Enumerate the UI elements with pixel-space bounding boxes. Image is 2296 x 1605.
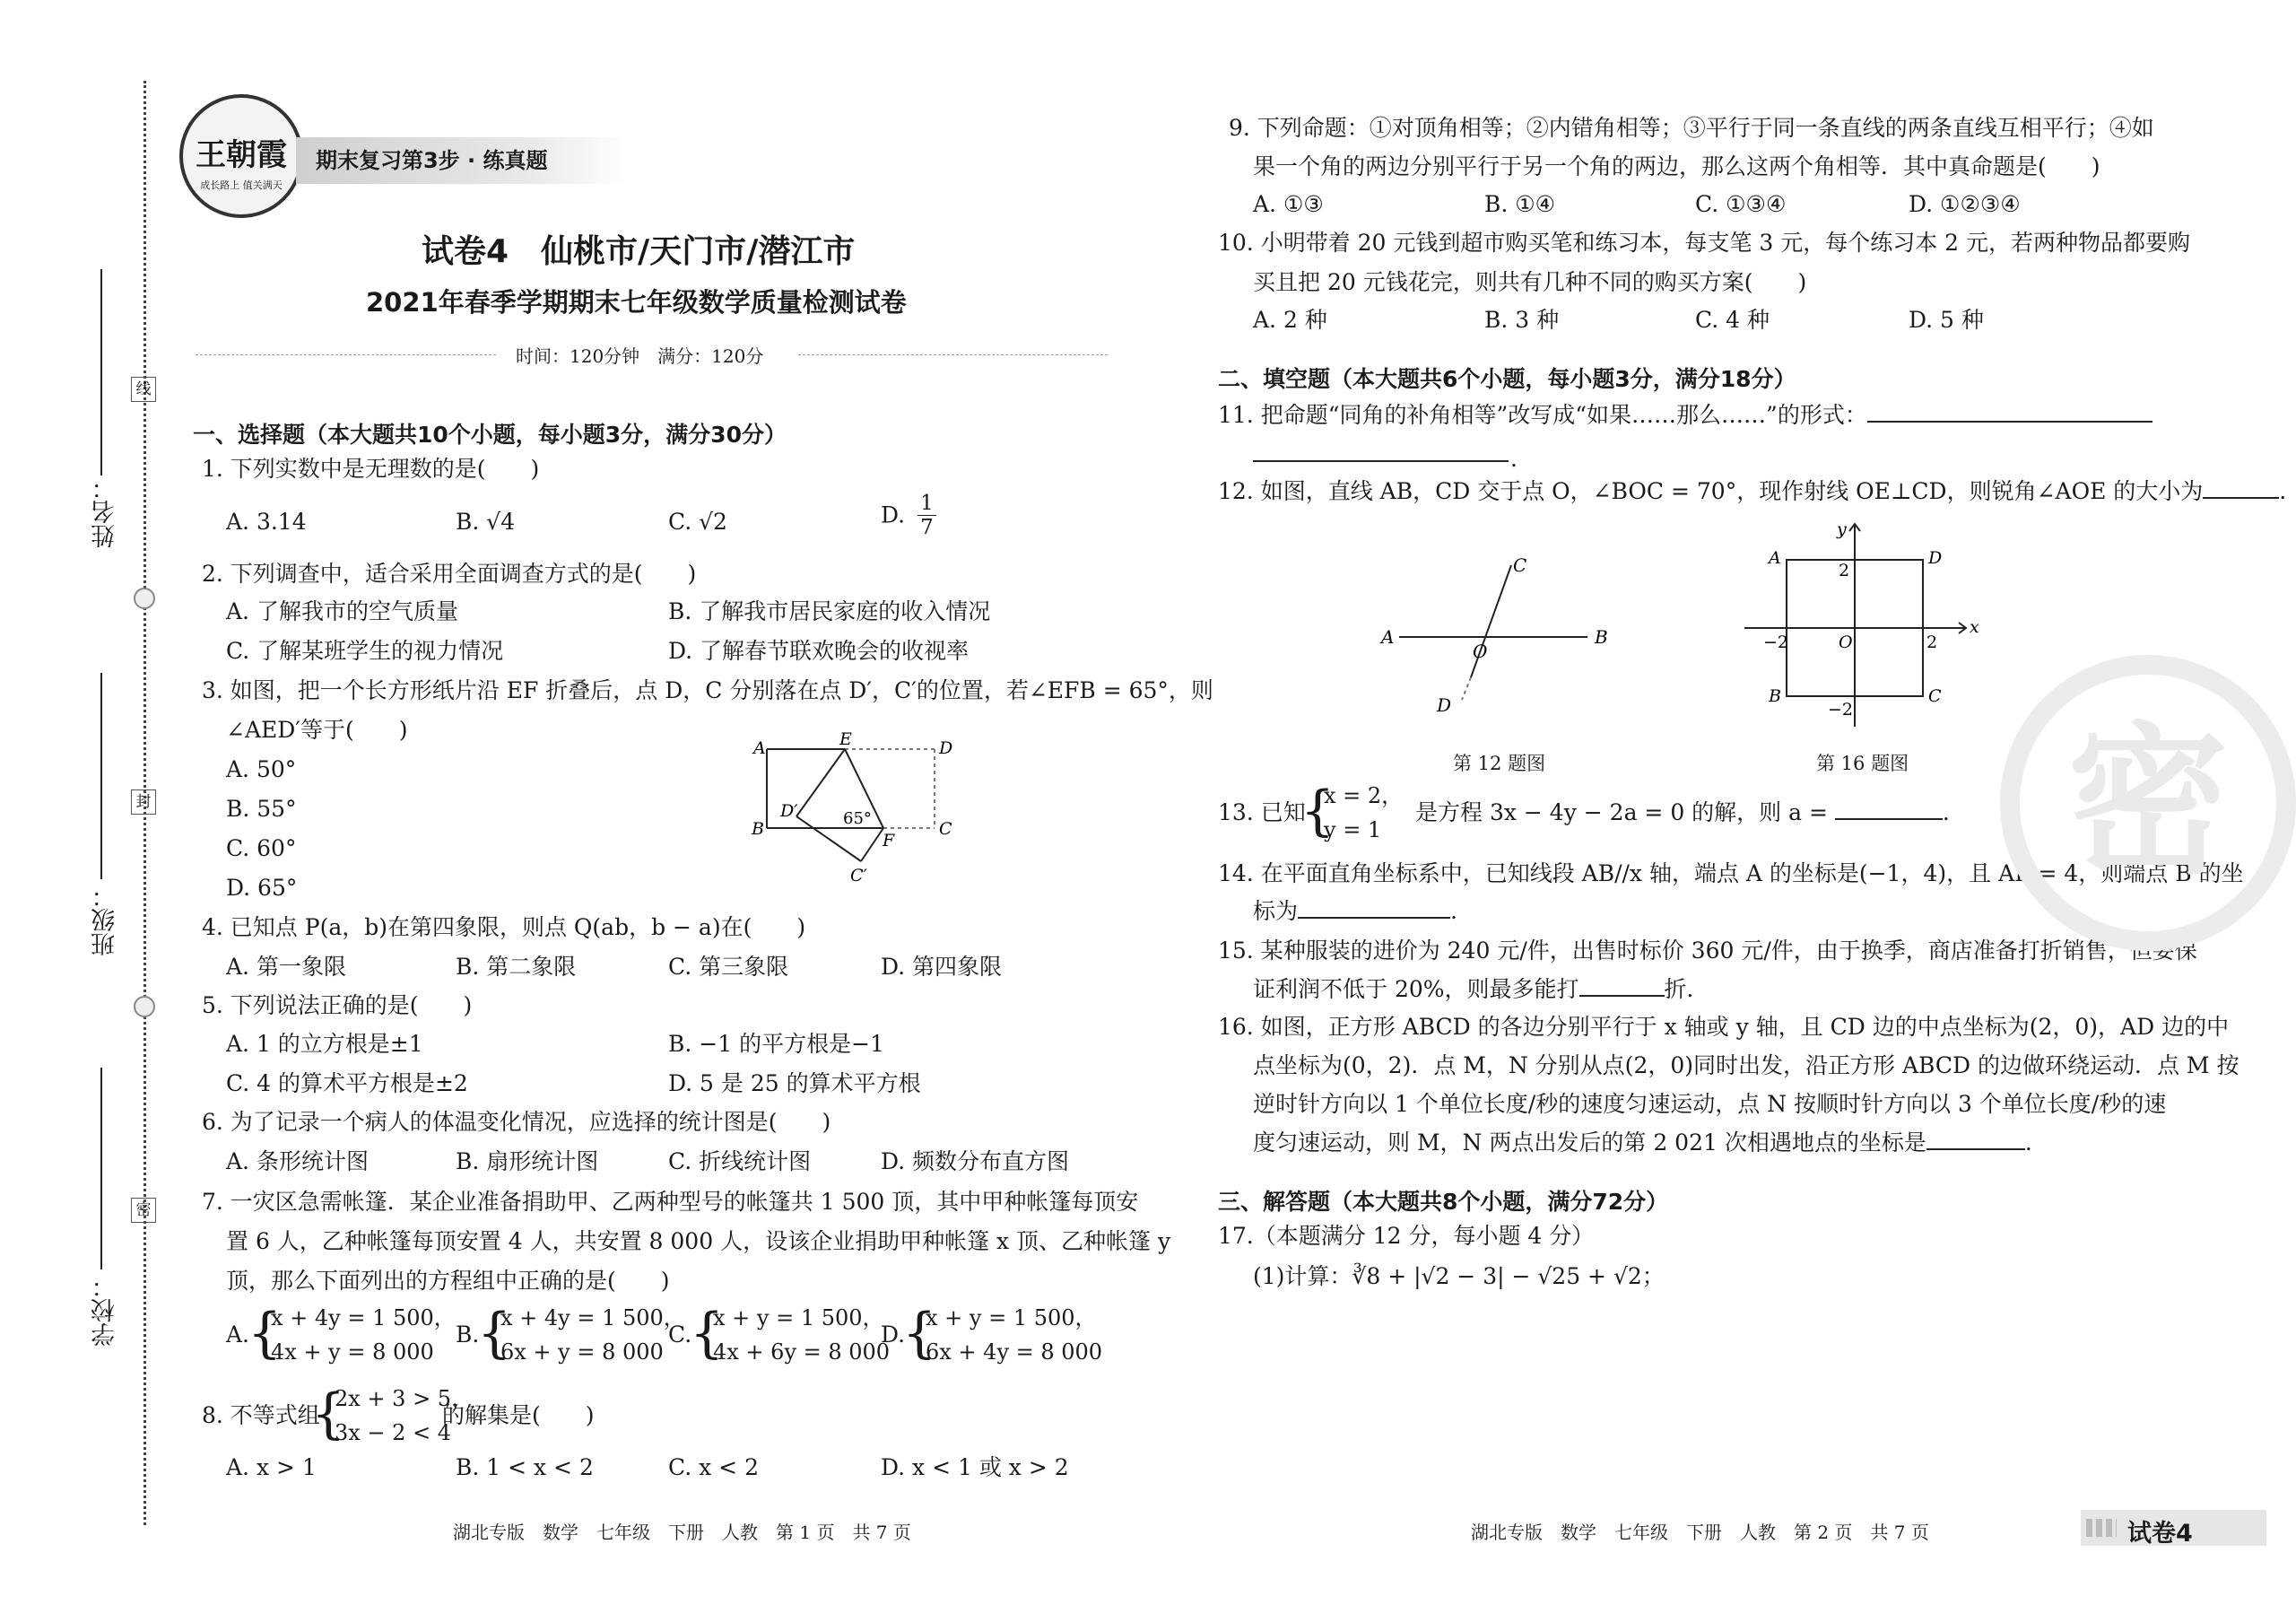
watermark-glyph: 密 [2066,709,2229,896]
q10-stem-line1: 10. 小明带着 20 元钱到超市购买笔和练习本，每支笔 3 元，每个练习本 2 元，若两种物品都要购 [1218,230,2191,256]
q1-fraction-den: 7 [920,516,934,539]
q15-stem-line2 [1253,973,1709,1006]
q12-period: . [2279,478,2287,504]
q8-option-a[interactable]: A. x > 1 [226,1454,317,1480]
q16-answer-blank[interactable] [1926,1127,2025,1150]
q16-period: . [2024,1130,2032,1156]
q3-label-angle: 65° [843,809,872,828]
name-field[interactable] [100,269,102,475]
name-label: 姓名： [91,475,119,548]
time-rule-right [798,354,1108,355]
q13-eq1: x = 2， [1324,783,1404,808]
q16-tick-x2: 2 [1926,632,1938,652]
banner-text: 期末复习第3步 · 练真题 [316,148,548,173]
q12-label-a: A [1381,626,1395,648]
q10-option-b[interactable]: B. 3 种 [1484,307,1560,333]
q5-stem: 5. 下列说法正确的是( ) [202,992,473,1018]
q14-text2: 标为 [1253,898,1299,924]
footer-left: 湖北专版 数学 七年级 下册 人教 第 1 页 共 7 页 [453,1522,911,1543]
q7-option-b-brace: { [477,1302,512,1365]
brand-motto: 成长路上 值关满天 [200,179,283,191]
section3-heading: 三、解答题（本大题共8个小题，满分72分） [1218,1189,1669,1215]
banner-bar [296,137,628,184]
q6-option-a[interactable]: A. 条形统计图 [226,1148,369,1174]
q5-option-a[interactable]: A. 1 的立方根是±1 [226,1031,423,1057]
q10-option-d[interactable]: D. 5 种 [1909,307,1984,333]
q8-brace: { [311,1383,346,1445]
q3-label-c: C [939,819,952,839]
q6-option-c[interactable]: C. 折线统计图 [668,1148,812,1174]
q16-stem-line1: 16. 如图，正方形 ABCD 的各边分别平行于 x 轴或 y 轴，且 CD 边的中点坐标为(2，0)，AD 边的中 [1218,1014,2230,1040]
q1-fraction-num: 1 [918,492,936,516]
q4-stem: 4. 已知点 P(a，b)在第四象限，则点 Q(ab，b − a)在( ) [202,914,806,940]
q11-stem [1218,399,2152,432]
q4-option-b[interactable]: B. 第二象限 [456,954,577,980]
q3-label-dprime: D′ [780,801,798,821]
q4-option-d[interactable]: D. 第四象限 [881,954,1003,980]
q7-option-c-brace: { [690,1302,725,1365]
q9-option-a[interactable]: A. ①③ [1253,191,1324,217]
q12-text: 12. 如图，直线 AB，CD 交于点 O，∠BOC = 70°，现作射线 OE⊥CD，则锐角∠AOE 的大小为 [1218,478,2204,504]
q13-prefix: 13. 已知 [1218,799,1306,825]
q2-option-a[interactable]: A. 了解我市的空气质量 [226,598,458,624]
q7-stem-line1: 7. 一灾区急需帐篷．某企业准备捐助甲、乙两种型号的帐篷共 1 500 顶，其中甲种帐篷每顶安 [202,1189,1139,1215]
q7-option-a-label: A. [226,1322,250,1348]
class-field[interactable] [100,673,102,879]
q16-label-y: y [1837,519,1847,539]
q7-option-c-eq2: 4x + 6y = 8 000 [713,1339,891,1365]
q10-option-c[interactable]: C. 4 种 [1695,307,1770,333]
q1-option-c[interactable]: C. √2 [668,509,727,535]
q3-edge-cpf [861,828,883,861]
q12-label-o: O [1473,641,1488,662]
q16-stem-line3: 逆时针方向以 1 个单位长度/秒的速度匀速运动，点 N 按顺时针方向以 3 个单位长度/秒的速 [1253,1091,2167,1117]
q3-option-b[interactable]: B. 55° [226,796,297,822]
q13-suffix: 是方程 3x − 4y − 2a = 0 的解，则 a = [1415,799,1828,825]
q12-figure [1372,552,1614,722]
q9-stem-line1: 9. 下列命题：①对顶角相等；②内错角相等；③平行于同一条直线的两条直线互相平行；④如 [1229,115,2154,141]
cut-word-xian: 线 [131,377,156,402]
q13-brace: { [1300,780,1335,842]
cut-word-mi: 密 [131,1198,156,1223]
q5-option-c[interactable]: C. 4 的算术平方根是±2 [226,1070,468,1096]
q8-option-d[interactable]: D. x < 1 或 x > 2 [881,1454,1069,1480]
q13-period: . [1942,799,1950,825]
binding-hole-bottom [134,996,155,1017]
q16-stem-line4 [1253,1127,2032,1159]
cut-word-feng: 封 [131,789,156,815]
q11-answer-blank-line2[interactable] [1253,460,1509,462]
q15-stem-line1: 15. 某种服装的进价为 240 元/件，出售时标价 360 元/件，由于换季，商店准备打折销售，但要保 [1218,938,2197,964]
class-label: 班级： [91,884,119,956]
q8-stem [202,1383,650,1452]
brand-logo [179,94,303,218]
page-subtitle: 2021年春季学期期末七年级数学质量检测试卷 [366,287,907,318]
q12-line-cd-ext [1462,677,1471,700]
q3-label-a: A [753,738,766,758]
q8-option-b[interactable]: B. 1 < x < 2 [456,1454,594,1480]
q14-period: . [1450,898,1457,924]
q10-option-a[interactable]: A. 2 种 [1253,307,1327,333]
q12-stem [1218,475,2286,508]
q16-label-c: C [1928,686,1942,706]
q3-edge-edp [796,749,845,816]
q17-part1: (1)计算：∛8 + |√2 − 3| − √25 + √2； [1253,1263,1665,1289]
q16-label-b: B [1769,686,1781,706]
page-title: 试卷4 仙桃市/天门市/潜江市 [422,233,856,270]
school-label: 学校： [91,1274,119,1347]
q12-label-b: B [1595,626,1608,648]
q16-label-x: x [1970,617,1979,637]
q16-tick-xm2: −2 [1763,632,1789,652]
q11-text: 11. 把命题“同角的补角相等”改写成“如果……那么……”的形式： [1218,402,1867,428]
q7-option-a-eq1: x + 4y = 1 500， [271,1305,456,1330]
q3-stem-line1: 3. 如图，把一个长方形纸片沿 EF 折叠后，点 D，C 分别落在点 D′，C′的位置，若∠EFB = 65°，则 [202,677,1213,703]
q7-option-a-eq2: 4x + y = 8 000 [271,1339,434,1365]
footer-right: 湖北专版 数学 七年级 下册 人教 第 2 页 共 7 页 [1471,1522,1929,1543]
q2-option-c[interactable]: C. 了解某班学生的视力情况 [226,638,504,664]
q14-answer-blank[interactable] [1298,895,1450,919]
q16-text4: 度匀速运动，则 M，N 两点出发后的第 2 021 次相遇地点的坐标是 [1253,1130,1926,1156]
q15-text2b: 折． [1664,976,1709,1002]
q9-option-c[interactable]: C. ①③④ [1695,191,1787,217]
time-info: 时间：120分钟 满分：120分 [516,345,764,367]
q4-option-c[interactable]: C. 第三象限 [668,954,789,980]
q12-figure-caption: 第 12 题图 [1453,753,1546,774]
q8-prefix: 8. 不等式组 [202,1402,320,1428]
q15-text2: 证利润不低于 20%，则最多能打 [1253,976,1579,1002]
q7-option-b-eq1: x + 4y = 1 500， [500,1305,685,1330]
q8-option-c[interactable]: C. x < 2 [668,1454,759,1480]
q5-option-b[interactable]: B. −1 的平方根是−1 [668,1031,884,1057]
q13-answer-blank[interactable] [1835,797,1943,820]
q7-option-d-eq2: 6x + 4y = 8 000 [926,1339,1103,1365]
q13-eq2: y = 1 [1324,817,1382,842]
section2-heading: 二、填空题（本大题共6个小题，每小题3分，满分18分） [1218,366,1796,392]
q7-stem-line2: 置 6 人，乙种帐篷每顶安置 4 人，共安置 8 000 人，设该企业捐助甲种帐篷 x 顶、乙种帐篷 y [226,1228,1171,1254]
q7-stem-line3: 顶，那么下面列出的方程组中正确的是( ) [226,1268,670,1294]
q7-option-c-eq1: x + y = 1 500， [713,1305,884,1330]
q9-option-d[interactable]: D. ①②③④ [1909,191,2021,217]
q7-option-b-eq2: 6x + y = 8 000 [500,1339,664,1365]
q8-suffix: 的解集是( ) [442,1402,595,1428]
q3-label-f: F [883,831,895,850]
q3-label-b: B [752,819,764,839]
watermark-stamp [2000,655,2296,951]
school-field[interactable] [100,1068,102,1269]
q8-ineq2: 3x − 2 < 4 [335,1420,452,1445]
q12-label-c: C [1513,554,1527,576]
q1-stem: 1. 下列实数中是无理数的是( ) [202,456,540,482]
q7-option-d-eq1: x + y = 1 500， [926,1305,1097,1330]
q12-label-d: D [1437,694,1452,716]
q14-stem-line1: 14. 在平面直角坐标系中，已知线段 AB//x 轴，端点 A 的坐标是(−1，4)，且 AB = 4，则端点 B 的坐 [1218,860,2244,886]
q3-option-d[interactable]: D. 65° [226,875,298,901]
q16-tick-y2: 2 [1839,561,1850,580]
q1-option-d[interactable] [881,492,936,539]
binding-hole-top [134,588,155,609]
q11-answer-blank[interactable] [1867,399,2152,423]
q16-figure-caption: 第 16 题图 [1816,753,1909,774]
q8-ineq1: 2x + 3 > 5， [335,1386,474,1411]
q16-tick-ym2: −2 [1828,700,1854,720]
q9-stem-line2: 果一个角的两边分别平行于另一个角的两边，那么这两个角相等．其中真命题是( ) [1253,153,2100,179]
q13-stem [1218,780,1950,849]
q1-option-d-label: D. [881,502,906,528]
brand-name: 王朝霞 [196,137,287,173]
q2-option-d[interactable]: D. 了解春节联欢晚会的收视率 [668,638,970,664]
q3-figure [744,727,969,906]
time-rule-left [196,354,496,355]
q15-answer-blank[interactable] [1579,973,1665,997]
footer-tag-bar [2081,1510,2266,1546]
footer-tag: 试卷4 [2127,1520,2193,1548]
q2-option-b[interactable]: B. 了解我市居民家庭的收入情况 [668,598,991,624]
q7-option-d-label: D. [881,1322,906,1348]
q3-stem-line2: ∠AED′等于( ) [226,717,408,743]
q5-option-d[interactable]: D. 5 是 25 的算术平方根 [668,1070,921,1096]
q3-label-d: D [939,738,953,758]
q6-option-b[interactable]: B. 扇形统计图 [456,1148,599,1174]
q1-option-b[interactable]: B. √4 [456,509,516,535]
q3-option-a[interactable]: A. 50° [226,756,297,782]
q16-label-d: D [1928,548,1943,568]
q7-option-d-brace: { [902,1302,937,1365]
q3-option-c[interactable]: C. 60° [226,835,297,861]
q1-fraction [918,492,936,539]
q10-stem-line2: 买且把 20 元钱花完，则共有几种不同的购买方案( ) [1253,269,1807,295]
q2-stem: 2. 下列调查中，适合采用全面调查方式的是( ) [202,561,697,587]
q12-answer-blank[interactable] [2203,475,2279,499]
q1-option-a[interactable]: A. 3.14 [226,509,307,535]
q6-stem: 6. 为了记录一个病人的体温变化情况，应选择的统计图是( ) [202,1109,831,1135]
q3-label-e: E [839,729,852,749]
q7-option-b-label: B. [456,1322,480,1348]
q9-option-b[interactable]: B. ①④ [1484,191,1556,217]
q7-option-c-label: C. [668,1322,692,1348]
footer-tag-squares [2086,1519,2117,1537]
q6-option-d[interactable]: D. 频数分布直方图 [881,1148,1070,1174]
q16-label-o: O [1839,632,1853,652]
q3-label-cprime: C′ [850,866,867,885]
q16-figure [1740,513,1991,733]
q13-suffix-group [1415,797,1950,829]
q11-period: . [1510,446,1518,472]
q16-label-a: A [1769,548,1781,568]
q4-option-a[interactable]: A. 第一象限 [226,954,346,980]
section1-heading: 一、选择题（本大题共10个小题，每小题3分，满分30分） [193,422,787,448]
q17-stem: 17.（本题满分 12 分，每小题 4 分） [1218,1223,1595,1249]
q16-stem-line2: 点坐标为(0，2)．点 M，N 分别从点(2，0)同时出发，沿正方形 ABCD 的边做环绕运动．点 M 按 [1253,1052,2239,1078]
q14-stem-line2 [1253,895,1457,928]
q7-option-a-brace: { [248,1302,283,1365]
